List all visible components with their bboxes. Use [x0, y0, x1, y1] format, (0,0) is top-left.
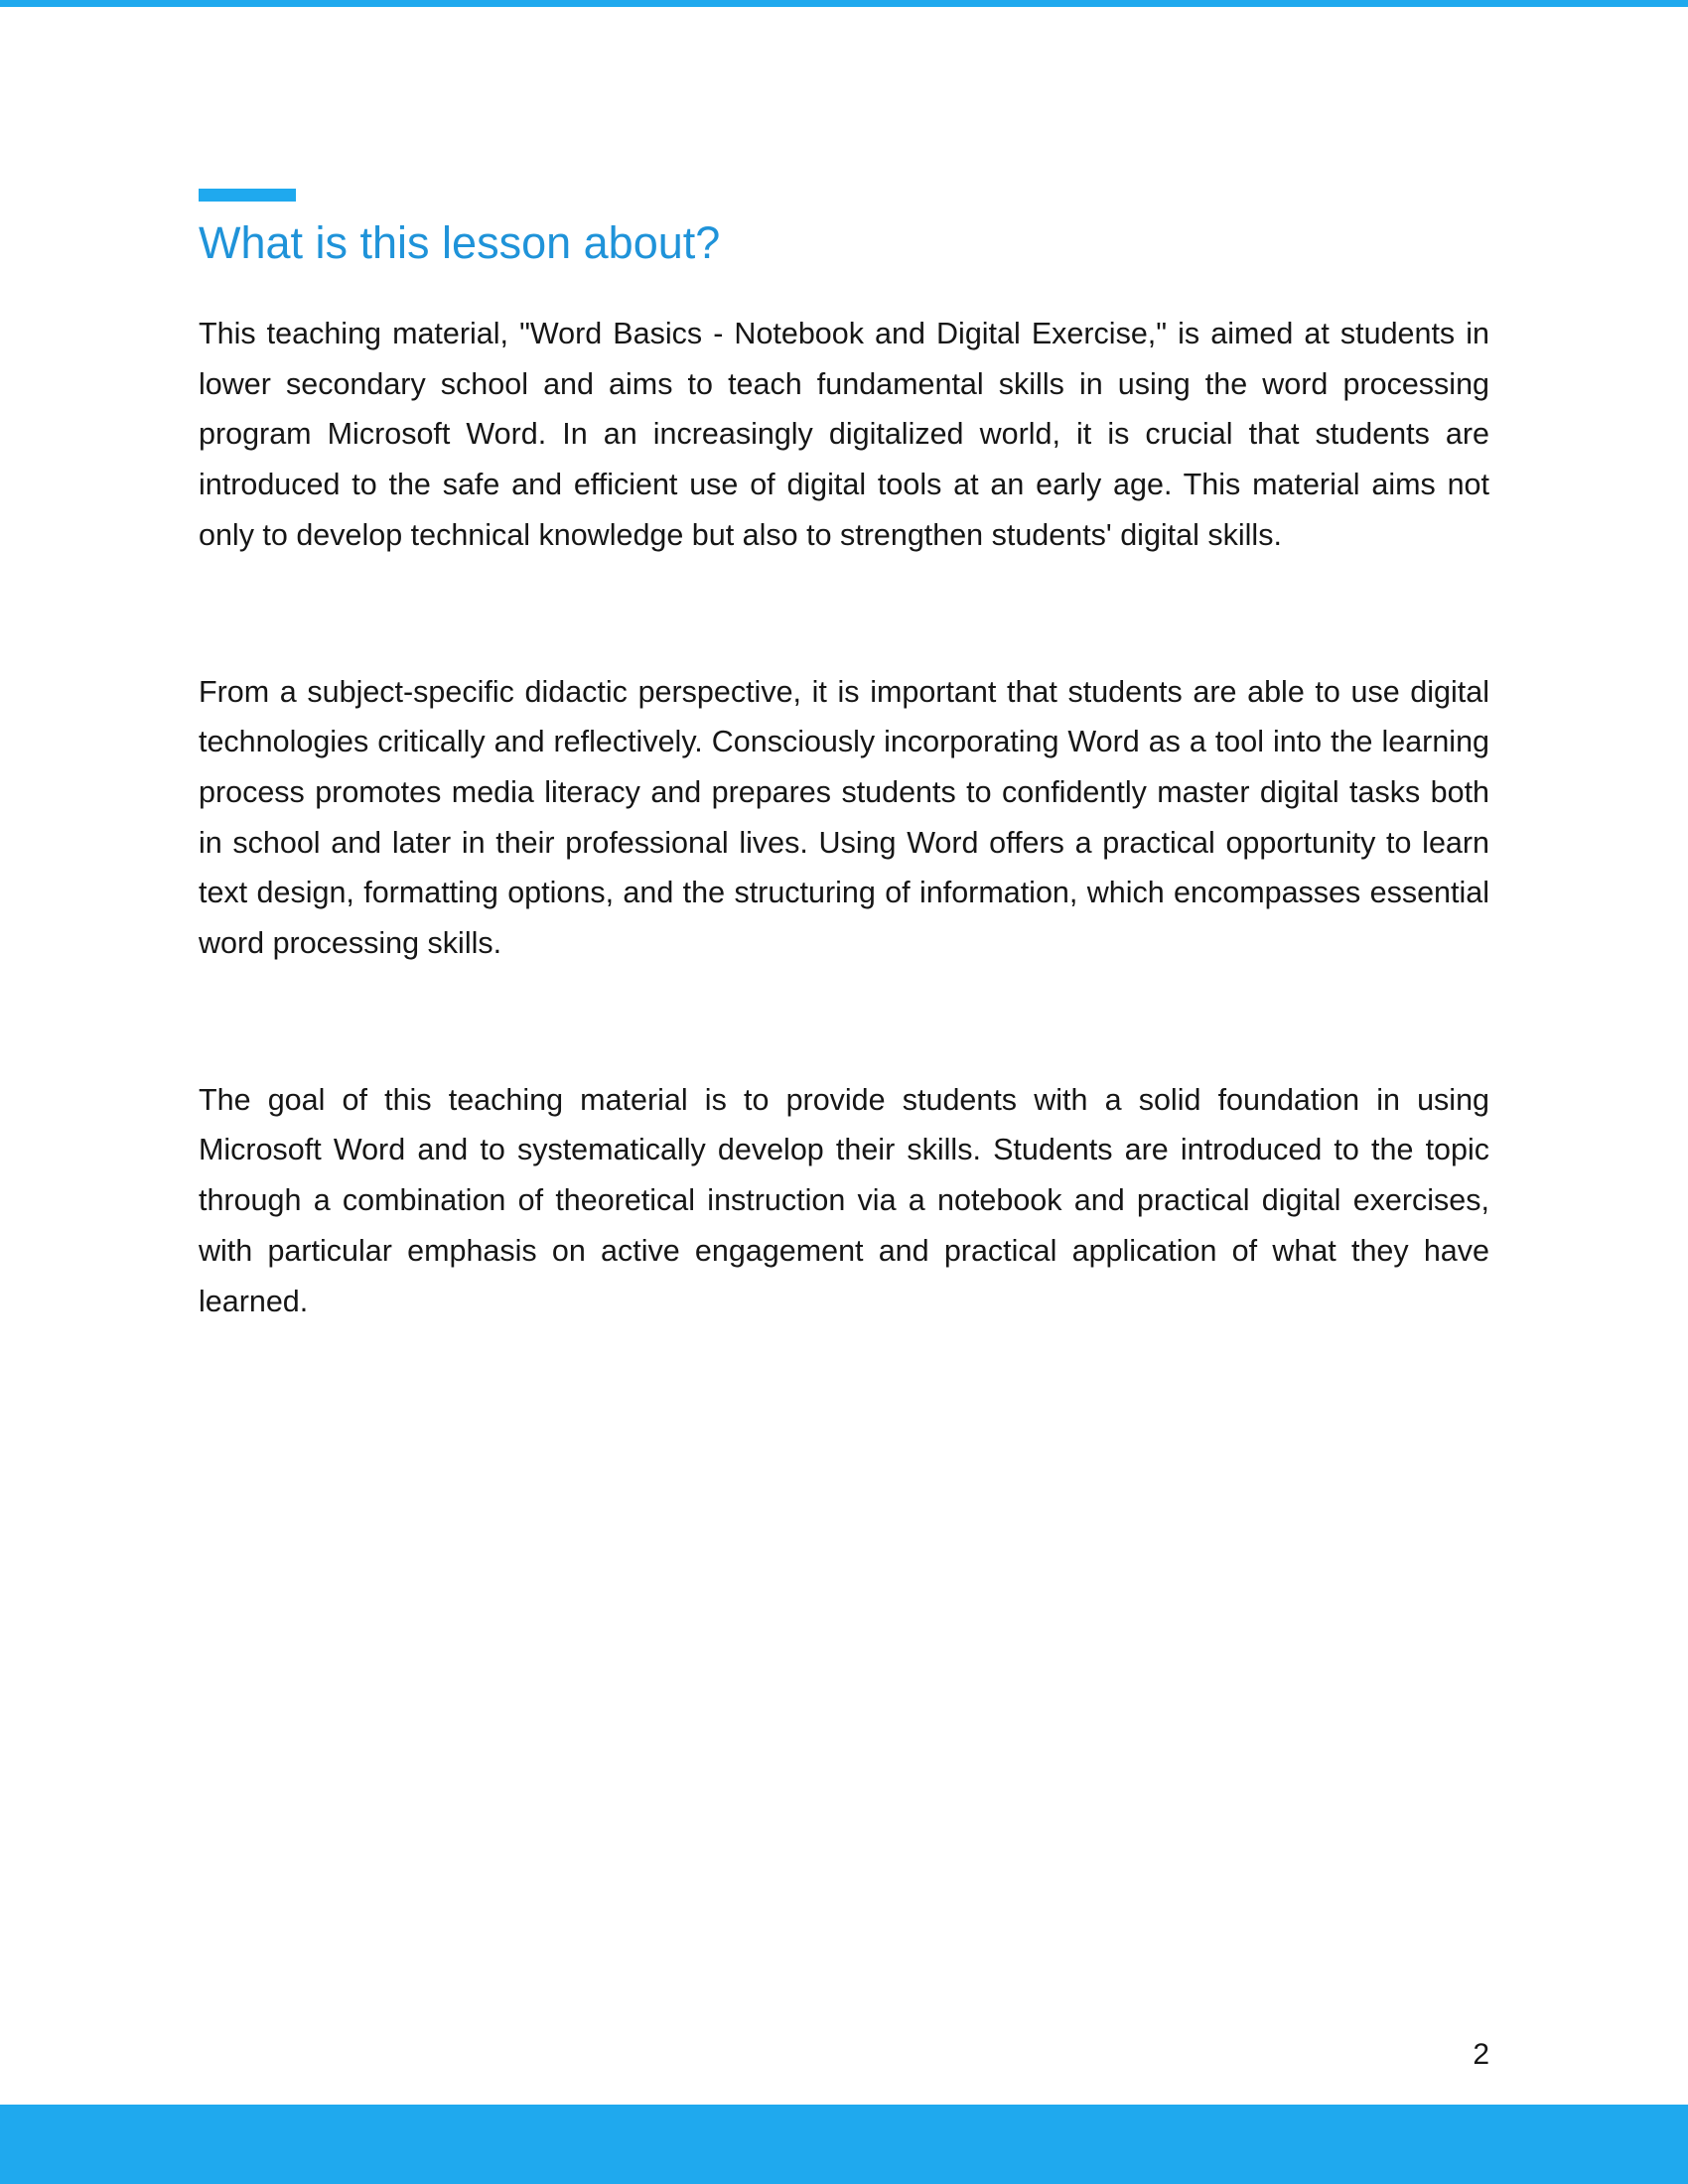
paragraph-3: The goal of this teaching material is to provide students with a solid foundation in using Microsoft Word and to systematically develop their skills. Students are introduced to the topic through a combination of theoretical instruction via a notebook and practical digital exercises, with particular emphasis on active engagement and practical application of what they have learned. [199, 1082, 1489, 1318]
page-number: 2 [1473, 2038, 1489, 2071]
top-accent-bar [0, 0, 1688, 7]
heading-accent-bar [199, 189, 296, 202]
paragraph-2: From a subject-specific didactic perspective, it is important that students are able to use digital technologies critically and reflectively. Consciously incorporating Word as a tool into the learning process promotes media literacy and prepares students to confidently master digital tasks both in school and later in their professional lives. Using Word offers a practical opportunity to learn text design, formatting options, and the structuring of information, which encompasses essential word processing skills. [199, 674, 1489, 961]
bottom-accent-bar [0, 2105, 1688, 2184]
section-title: What is this lesson about? [199, 217, 721, 268]
document-content [199, 189, 1489, 1326]
paragraph-1: This teaching material, "Word Basics - Notebook and Digital Exercise," is aimed at students in lower secondary school and aims to teach fundamental skills in using the word processing program Microsoft Word. In an increasingly digitalized world, it is crucial that students are introduced to the safe and efficient use of digital tools at an early age. This material aims not only to develop technical knowledge but also to strengthen students' digital skills. [199, 317, 1489, 552]
